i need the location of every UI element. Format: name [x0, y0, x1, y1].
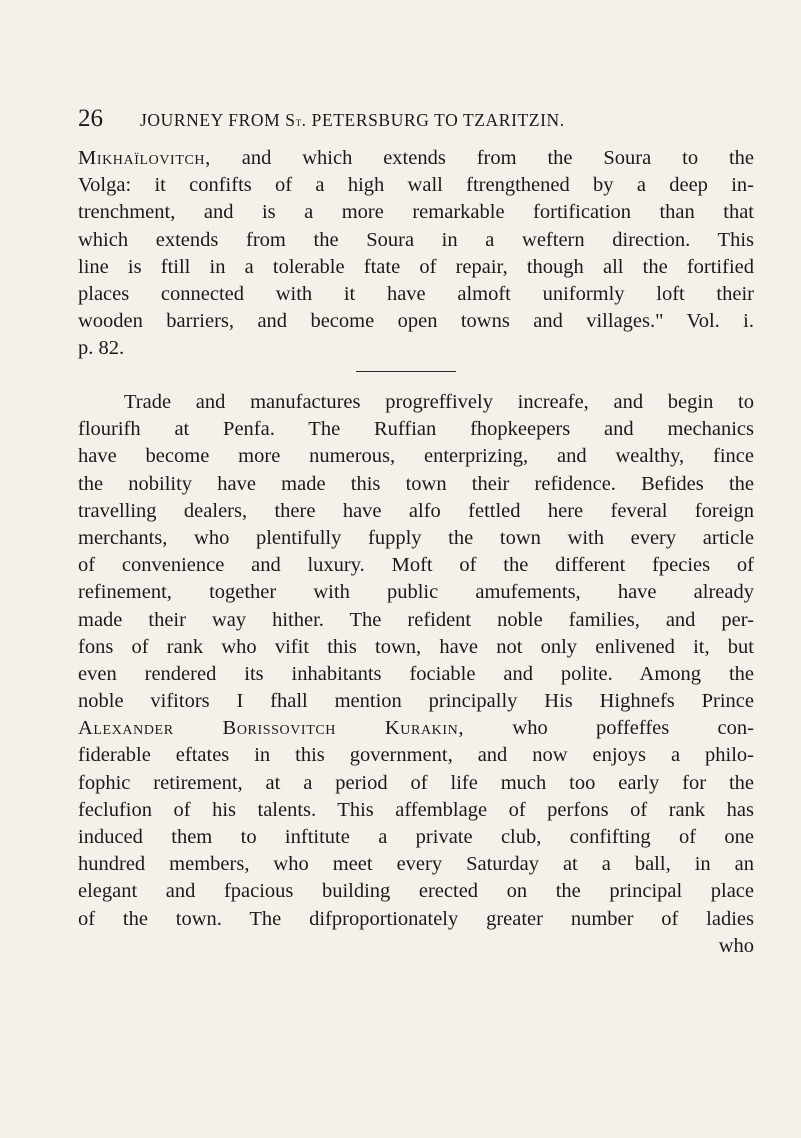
text-line: which extends from the Soura in a weftern direction. This — [78, 228, 754, 251]
page-number: 26 — [78, 105, 103, 132]
text-line — [78, 715, 754, 742]
text-line: made their way hither. The refident noble families, and per- — [78, 608, 754, 631]
running-head — [140, 108, 565, 134]
text-line: fons of rank who vifit this town, have not only enlivened it, but — [78, 635, 754, 658]
text-line: have become more numerous, enterprizing, and wealthy, fince — [78, 445, 754, 468]
text-fragment: who poffeffes con- — [464, 717, 754, 740]
section-divider — [356, 371, 456, 372]
text-line — [78, 145, 754, 172]
text-line: feclufion of his talents. This affemblage of perfons of rank has — [78, 798, 754, 821]
text-line: trenchment, and is a more remarkable fortification than that — [78, 201, 754, 224]
text-line: wooden barriers, and become open towns and villages." Vol. i. — [78, 310, 754, 333]
text-line: flourifh at Penfa. The Ruffian fhopkeepers and mechanics — [78, 418, 754, 441]
text-line: refinement, together with public amufements, have already — [78, 581, 754, 604]
person-name: Alexander Borissovitch Kurakin, — [78, 717, 465, 740]
running-head-part-2: . PETERSBURG TO TZARITZIN. — [301, 110, 565, 130]
catchword: who — [718, 934, 754, 957]
text-fragment: and which extends from the Soura to the — [210, 147, 754, 169]
text-line: of the town. The difproportionately greater number of ladies — [78, 907, 754, 930]
text-line: fophic retirement, at a period of life much too early for the — [78, 771, 754, 794]
running-head-part-1: JOURNEY FROM S — [140, 110, 296, 130]
text-line: elegant and fpacious building erected on the principal place — [78, 880, 754, 903]
paragraph-2 — [78, 389, 754, 960]
text-line: travelling dealers, there have alfo fettled here feveral foreign — [78, 499, 754, 522]
text-line: p. 82. — [78, 337, 125, 360]
person-name: Mikhaïlovitch, — [78, 147, 211, 169]
paragraph-1 — [78, 145, 754, 363]
text-line: merchants, who plentifully fupply the town with every article — [78, 526, 754, 549]
text-line: hundred members, who meet every Saturday at a ball, in an — [78, 853, 754, 876]
text-line: of convenience and luxury. Moft of the different fpecies of — [78, 554, 754, 577]
text-line: Trade and manufactures progreffively increafe, and begin to — [124, 391, 754, 413]
text-line: places connected with it have almoft uniformly loft their — [78, 282, 754, 305]
page-header — [78, 104, 758, 134]
text-line: even rendered its inhabitants fociable and polite. Among the — [78, 662, 754, 685]
text-line: Volga: it confifts of a high wall ftrengthened by a deep in- — [78, 174, 754, 197]
text-line: induced them to inftitute a private club, confifting of one — [78, 826, 754, 848]
text-line: the nobility have made this town their refidence. Befides the — [78, 472, 754, 495]
running-head-abbrev: t — [295, 114, 302, 129]
text-line: line is ftill in a tolerable ftate of repair, though all the fortified — [78, 255, 754, 278]
text-line: noble vifitors I fhall mention principally His Highnefs Prince — [78, 690, 754, 713]
text-line: fiderable eftates in this government, and now enjoys a philo- — [78, 744, 754, 767]
